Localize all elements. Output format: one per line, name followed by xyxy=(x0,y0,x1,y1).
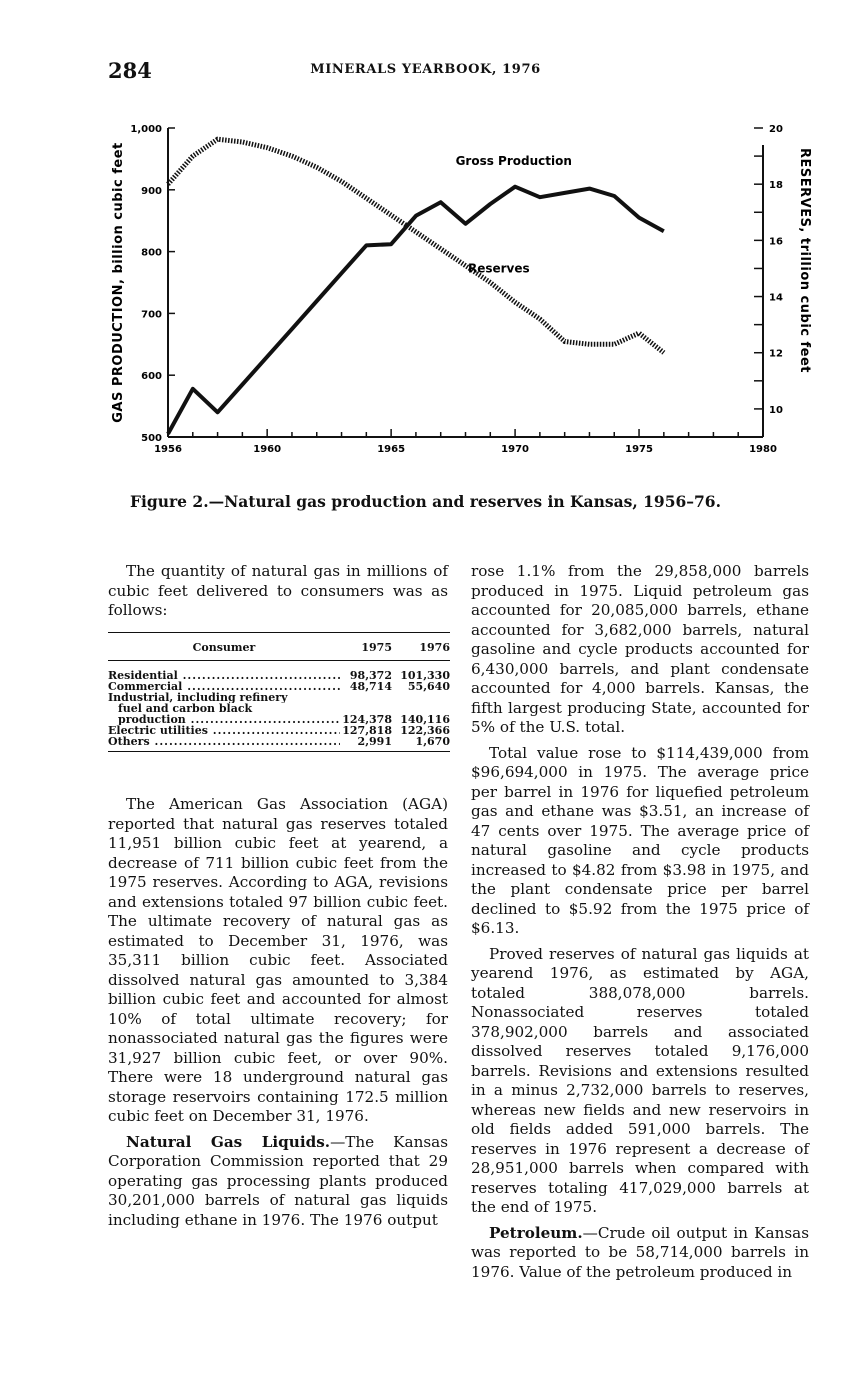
row-1975: 124,378 xyxy=(342,713,392,726)
reserves-label: Reserves xyxy=(467,261,530,276)
petroleum-text: —Crude oil output in Kansas was reported to be 58,714,000 barrels in 1976. Value of the petroleum produced in xyxy=(471,1223,809,1281)
row-1976: 101,330 xyxy=(400,669,450,682)
gross-production-line xyxy=(168,187,664,434)
row-label: Others xyxy=(108,736,150,747)
y-right-tick-label: 20 xyxy=(769,124,783,135)
reserves-paragraph: Proved reserves of natural gas liquids at yearend 1976, as estimated by AGA, totaled 388,078,000 barrels. Nonassociated reserves totaled 378,902,000 barrels and associated dissolved reserves totaled 9,176,000 barrels. Revisions and extensions resulted in a minus 2,732,000 barrels to reserves, whereas new fields and new reservoirs in old fields added 591,000 barrels. The reserves in 1976 represent a decrease of 28,951,000 barrels when compared with reserves totaling 417,029,000 barrels at the end of 1975. xyxy=(471,944,809,1216)
y-right-tick-label: 18 xyxy=(769,180,783,192)
row-label: Residential xyxy=(108,670,178,681)
reserves-series xyxy=(168,139,664,353)
header-consumer: Consumer xyxy=(192,641,256,654)
row-label: Industrial, including refinery xyxy=(108,692,288,703)
chart-labels xyxy=(111,124,812,455)
row-1975: 48,714 xyxy=(349,680,392,693)
intro-paragraph: The quantity of natural gas in millions of cubic feet delivered to consumers was as follows: xyxy=(108,562,448,619)
gross-production-series xyxy=(168,187,664,434)
x-tick-label: 1975 xyxy=(625,444,653,455)
page-number: 284 xyxy=(108,58,152,83)
petroleum-lead: Petroleum. xyxy=(489,1223,583,1242)
y-left-tick-label: 1,000 xyxy=(130,124,162,135)
reserves-line xyxy=(168,139,664,353)
gross-production-label: Gross Production xyxy=(455,154,572,169)
y-right-tick-label: 14 xyxy=(769,292,783,304)
table-row xyxy=(108,703,450,714)
row-1975 xyxy=(340,692,392,703)
running-title: MINERALS YEARBOOK, 1976 xyxy=(310,62,541,77)
table-row xyxy=(108,725,450,736)
y-right-axis-title: RESERVES, trillion cubic feet xyxy=(797,147,812,374)
header-1975: 1975 xyxy=(361,641,392,654)
y-right-tick-label: 10 xyxy=(769,404,783,416)
y-left-tick-label: 700 xyxy=(141,309,162,321)
x-tick-label: 1965 xyxy=(377,444,406,455)
table-row xyxy=(108,670,450,681)
row-label: production xyxy=(118,714,186,725)
row-label: Electric utilities xyxy=(108,725,208,736)
petroleum-paragraph xyxy=(471,1224,809,1283)
ngl-text: —The Kansas Corporation Commission reported that 29 operating gas processing plants produced 30,201,000 barrels of natural gas liquids including ethane in 1976. The 1976 output xyxy=(108,1132,448,1229)
row-label: fuel and carbon black xyxy=(118,703,253,714)
table-row xyxy=(108,681,450,692)
left-column-body xyxy=(108,795,448,1236)
table-row xyxy=(108,736,450,747)
figure-caption: Figure 2.—Natural gas production and reserves in Kansas, 1956–76. xyxy=(130,492,721,511)
y-left-tick-label: 800 xyxy=(141,247,162,259)
y-left-tick-label: 600 xyxy=(141,371,162,383)
row-1975: 98,372 xyxy=(349,669,392,682)
row-1976: 140,116 xyxy=(400,713,450,726)
row-1976 xyxy=(392,692,450,703)
chart-axes xyxy=(168,128,763,437)
y-left-axis-title: GAS PRODUCTION, billion cubic feet xyxy=(111,142,126,423)
value-paragraph: Total value rose to $114,439,000 from $96,694,000 in 1975. The average price per barrel in 1976 for liquefied petroleum gas and ethane was $3.51, an increase of 47 cents over 1975. The average price of natural gasoline and cycle products increased to $4.82 from $3.98 in 1975, and the plant condensate price per barrel declined to $5.92 from the 1975 price of $6.13. xyxy=(471,743,809,937)
table-header xyxy=(108,633,450,660)
row-1976: 55,640 xyxy=(407,680,450,693)
ngl-lead: Natural Gas Liquids. xyxy=(126,1132,331,1151)
aga-paragraph: The American Gas Association (AGA) reported that natural gas reserves totaled 11,951 billion cubic feet at yearend, a decrease of 711 billion cubic feet from the 1975 reserves. According to AGA, revisions and extensions totaled 97 billion cubic feet. The ultimate recovery of natural gas as estimated to December 31, 1976, was 35,311 billion cubic feet. Associated dissolved natural gas amounted to 3,384 billion cubic feet and accounted for almost 10% of total ultimate recovery; for nonassociated natural gas the figures were 31,927 billion cubic feet, or over 90%. There were 18 underground natural gas storage reservoirs containing 172.5 million cubic feet on December 31, 1976. xyxy=(108,795,448,1125)
x-tick-label: 1956 xyxy=(154,444,182,455)
row-1975: 127,818 xyxy=(342,724,392,737)
left-column-intro xyxy=(108,562,448,627)
production-reserves-chart xyxy=(0,110,851,480)
row-1975: 2,991 xyxy=(357,735,392,748)
y-left-tick-label: 900 xyxy=(141,185,162,197)
y-right-tick-label: 12 xyxy=(769,348,783,360)
table-row xyxy=(108,714,450,725)
right-column xyxy=(471,562,809,1288)
row-1976: 1,670 xyxy=(415,735,450,748)
y-left-tick-label: 500 xyxy=(141,433,162,444)
y-right-tick-label: 16 xyxy=(769,236,783,248)
table-row xyxy=(108,692,450,703)
ngl-paragraph xyxy=(108,1133,448,1231)
ngl-continued-paragraph: rose 1.1% from the 29,858,000 barrels produced in 1975. Liquid petroleum gas accounted for 20,085,000 barrels, ethane accounted for 3,682,000 barrels, natural gasoline and cycle products accounted for 6,430,000 barrels, and plant condensate accounted for 4,000 barrels. Kansas, the fifth largest producing State, accounted for 5% of the U.S. total. xyxy=(471,562,809,736)
header-1976: 1976 xyxy=(419,641,450,654)
row-label: Commercial xyxy=(108,681,183,692)
x-tick-label: 1980 xyxy=(749,444,777,455)
row-1976: 122,366 xyxy=(400,724,450,737)
x-tick-label: 1960 xyxy=(253,444,282,455)
consumer-table xyxy=(108,632,450,752)
x-tick-label: 1970 xyxy=(501,444,530,455)
